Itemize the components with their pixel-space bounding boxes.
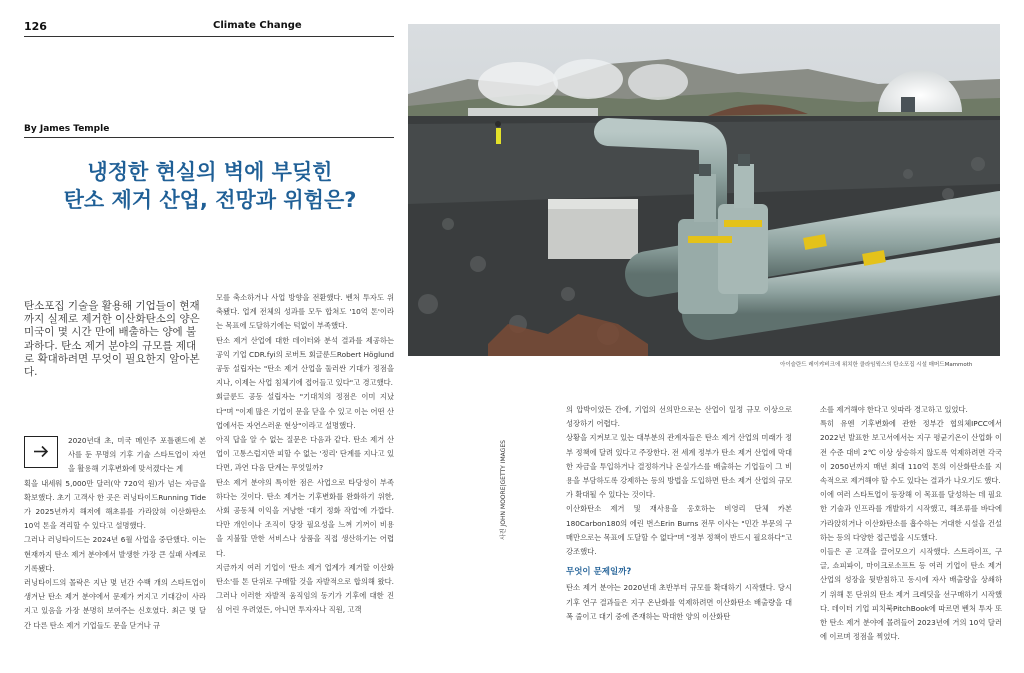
paragraph: 상황을 지켜보고 있는 대부분의 관계자들은 탄소 제거 산업의 미래가 정부 정책에 달려 있다고 주장한다. 전 세계 정부가 탄소 제거 산업에 막대한 자금을 투입하거나 결정하거나 온실가스를 배출하는 기업들이 그 비용을 부담하도록 강제하는 등의 방법을 도입하면 탄소 제거 산업의 규모가 확대될 수 있다는 것이다. [566, 433, 792, 500]
photo-credit: 사진 JOHN MOORE|GETTY IMAGES [500, 440, 507, 540]
paragraph: 모를 축소하거나 사업 방향을 전환했다. 벤처 투자도 위축됐다. 업계 전체의 성과를 모두 합쳐도 '10억 톤'이라는 목표에 도달하기에는 턱없이 부족했다. [216, 293, 394, 331]
paragraph: 회글룬드 공동 설립자는 "기대치의 정점은 이미 지났다"며 "이제 많은 기업이 문을 닫을 수 있고 이는 어떤 산업에서든 자연스러운 현상"이라고 설명했다. [216, 392, 394, 430]
article-title [40, 158, 380, 214]
body-column-2 [216, 291, 394, 618]
photo-caption: 아이슬란드 레이캬비크에 위치한 클라임웍스의 탄소포집 시설 매머드Mammoth [780, 362, 973, 368]
byline: By James Temple [24, 124, 110, 134]
paragraph: 지금까지 여러 기업이 '탄소 제거 업계가 제거할 이산화탄소'를 톤 단위로 구매할 것을 자발적으로 합의해 왔다. 그러나 이러한 자발적 움직임의 동기가 기후에 대한 진심 어린 우려였든, 아니면 투자자나 직원, 고객 [216, 562, 394, 615]
paragraph: 탄소 제거 분야의 특이한 점은 사업으로 타당성이 부족하다는 것이다. 탄소 제거는 기후변화를 완화하기 위한, 사회 공동체 이익을 겨냥한 '대기 정화 작업'에 가깝다. 다만 개인이나 조직이 당장 필요성을 느껴 기꺼이 비용을 지불할 만한 서비스나 상품을 직접 생산하기는 어렵다. [216, 477, 394, 558]
section-title: Climate Change [213, 20, 302, 31]
paragraph: 탄소 제거 분야는 2020년대 초반부터 규모를 확대하기 시작했다. 당시 기후 연구 결과들은 지구 온난화를 억제하려면 이산화탄소 배출량을 대폭 줄이고 대기 중에 존재하는 막대한 양의 이산화탄 [566, 583, 792, 621]
paragraph: 러닝타이드의 몰락은 지난 몇 년간 수백 개의 스타트업이 생겨난 탄소 제거 분야에서 문제가 커지고 기대감이 사라지고 있음을 가장 분명히 보여주는 신호였다. 최근 몇 달간 다른 탄소 제거 기업들도 문을 닫거나 규 [24, 578, 206, 630]
title-line-2: 탄소 제거 산업, 전망과 위험은? [63, 188, 357, 212]
page-number: 126 [24, 20, 47, 33]
carbon-capture-plant-photo [408, 24, 1000, 356]
section-subhead: 무엇이 문제일까? [566, 567, 632, 578]
paragraph: 특히 유엔 기후변화에 관한 정부간 협의체IPCC에서 2022년 발표한 보고서에서는 지구 평균기온이 산업화 이전 수준 대비 2℃ 이상 상승하지 않도록 억제하려면 각국이 2050년까지 매년 최대 110억 톤의 이산화탄소를 지속적으로 제거해야 할 수도 있다는 결과가 나오기도 했다. [820, 419, 1002, 486]
paragraph: 아직 답을 알 수 없는 질문은 다음과 같다. 탄소 제거 산업이 고통스럽지만 피할 수 없는 '정리' 단계를 지나고 있다면, 과연 다음 단계는 무엇일까? [216, 435, 394, 473]
paragraph: 소를 제거해야 한다고 잇따라 경고하고 있었다. [820, 405, 968, 414]
paragraph: 탄소 제거 산업에 대한 데이터와 분석 결과를 제공하는 공익 기업 CDR.fyi의 로버트 회글룬드Robert Höglund 공동 설립자는 "탄소 제거 산업을 둘러싼 기대가 정점을 지나, 이제는 사업 침체기에 접어들고 있다"고 경고했다. [216, 335, 394, 388]
body-column-3 [566, 403, 792, 624]
hero-photo [408, 24, 1000, 356]
body-column-4 [820, 403, 1002, 644]
article-dek: 탄소포집 기술을 활용해 기업들이 현재까지 실제로 제거한 이산화탄소의 양은 미국이 몇 시간 만에 배출하는 양에 불과하다. 탄소 제거 분야의 규모를 제대로 확대하려면 무엇이 필요한지 알아본다. [24, 300, 200, 379]
paragraph: 그러나 러닝타이드는 2024년 6월 사업을 중단했다. 이는 현재까지 탄소 제거 분야에서 발생한 가장 큰 실패 사례로 기록됐다. [24, 535, 206, 573]
lead-paragraph: 2020년대 초, 미국 메인주 포틀랜드에 본사를 둔 무명의 기후 기술 스타트업이 자연을 활용해 기후변화에 맞서겠다는 계 [68, 436, 206, 474]
paragraph: 의 압박이었든 간에, 기업의 선의만으로는 산업이 일정 규모 이상으로 성장하기 어렵다. [566, 405, 792, 429]
paragraph: 이들은 곧 고객을 끌어모으기 시작했다. 스트라이프, 구글, 쇼피파이, 마이크로소프트 등 여러 기업이 탄소 제거 산업의 성장을 뒷받침하고 동시에 자사 배출량을 상쇄하기 위해 톤 단위의 탄소 제거 크레딧을 선구매하기 시작했다. 데이터 기업 피치북PitchBook에 따르면 벤처 투자 또한 탄소 제거 분야에 몰려들어 2023년에 거의 10억 달러에 이르며 정점을 찍었다. [820, 547, 1002, 642]
title-line-1: 냉정한 현실의 벽에 부딪힌 [87, 160, 333, 184]
paragraph: 이에 여러 스타트업이 등장해 이 목표를 달성하는 데 필요한 기술과 인프라를 개발하기 시작했고, 해조류를 바다에 가라앉히거나 이산화탄소를 흡수하는 거대한 시설을 건설하는 등의 다양한 접근법을 시도했다. [820, 490, 1002, 542]
paragraph: 획을 내세워 5,000만 달러(약 720억 원)가 넘는 자금을 확보했다. 초기 고객사 한 곳은 러닝타이드Running Tide가 2025년까지 해저에 해초류를 가라앉혀 이산화탄소 10억 톤을 격리할 수 있다고 설명했다. [24, 478, 206, 531]
byline-divider [24, 137, 394, 138]
paragraph: 이산화탄소 제거 및 재사용을 옹호하는 비영리 단체 카본180Carbon180의 에린 번스Erin Burns 전무 이사는 "민간 부문의 구매만으로는 목표에 도달할 수 없다"며 "정부 정책이 반드시 필요하다"고 강조했다. [566, 504, 792, 557]
body-column-1 [24, 434, 206, 633]
top-divider [24, 36, 394, 37]
